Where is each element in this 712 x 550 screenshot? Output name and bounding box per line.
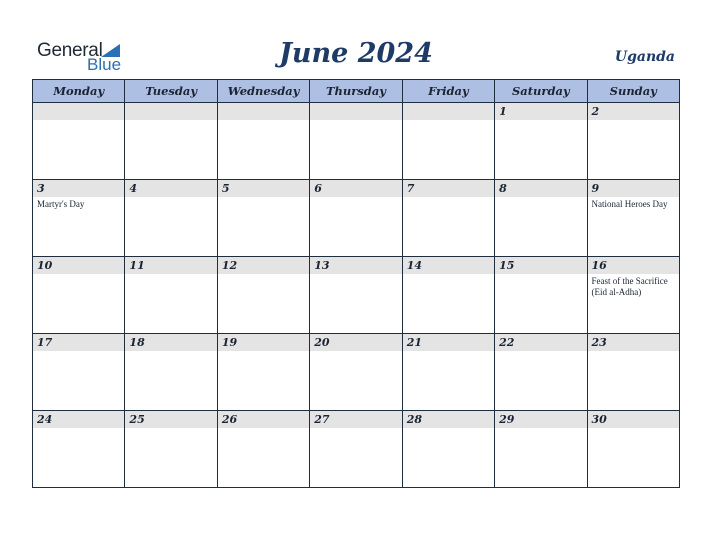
day-cell [587, 411, 679, 488]
day-header-band [403, 257, 494, 274]
holiday-label [403, 428, 494, 430]
holiday-label [495, 274, 586, 276]
holiday-label [588, 428, 679, 430]
day-cell [402, 103, 494, 180]
day-cell [310, 180, 402, 257]
calendar-grid [32, 79, 680, 488]
day-number: 5 [221, 182, 230, 195]
day-header-band [310, 103, 401, 120]
day-cell [125, 334, 217, 411]
day-header-band [33, 334, 124, 351]
weekday-header-row [33, 80, 680, 103]
holiday-label [33, 428, 124, 430]
holiday-label [403, 197, 494, 199]
holiday-label [588, 351, 679, 353]
day-cell [33, 334, 125, 411]
day-header-band [125, 257, 216, 274]
day-cell [33, 411, 125, 488]
day-number [125, 103, 216, 105]
day-cell [310, 411, 402, 488]
holiday-label [125, 120, 216, 122]
day-header-band [495, 334, 586, 351]
day-header-band [218, 334, 309, 351]
week-row [33, 334, 680, 411]
holiday-label [125, 351, 216, 353]
weekday-header: Wednesday [217, 80, 309, 103]
holiday-label [125, 428, 216, 430]
day-cell [33, 257, 125, 334]
day-header-band [218, 257, 309, 274]
day-header-band [495, 180, 586, 197]
day-number: 16 [591, 259, 607, 272]
day-cell [125, 180, 217, 257]
day-cell [125, 257, 217, 334]
day-cell [495, 180, 587, 257]
day-cell [495, 103, 587, 180]
holiday-label [588, 120, 679, 122]
day-header-band [310, 334, 401, 351]
day-cell [402, 257, 494, 334]
day-header-band [218, 180, 309, 197]
holiday-label [403, 351, 494, 353]
day-cell [33, 180, 125, 257]
holiday-label [495, 428, 586, 430]
day-header-band [495, 103, 586, 120]
holiday-label: Martyr's Day [37, 199, 85, 209]
day-number: 1 [499, 105, 507, 118]
week-row [33, 103, 680, 180]
day-header-band [588, 257, 679, 274]
day-header-band [310, 411, 401, 428]
holiday-label [218, 197, 309, 199]
holiday-label: National Heroes Day [591, 199, 668, 209]
day-header-band [403, 180, 494, 197]
day-number: 21 [406, 336, 422, 349]
day-number: 26 [221, 413, 238, 426]
day-cell [402, 334, 494, 411]
day-cell [217, 411, 309, 488]
day-number: 11 [129, 259, 145, 272]
holiday-label [218, 274, 309, 276]
holiday-label [33, 351, 124, 353]
day-number: 14 [406, 259, 422, 272]
day-header-band [588, 334, 679, 351]
holiday-label: Feast of the Sacrifice (Eid al-Adha) [591, 276, 668, 297]
day-header-band [310, 180, 401, 197]
holiday-label [125, 197, 216, 199]
day-header-band [33, 411, 124, 428]
day-cell [125, 103, 217, 180]
weekday-header: Thursday [310, 80, 402, 103]
day-header-band [588, 103, 679, 120]
day-number: 17 [37, 336, 53, 349]
day-number: 6 [314, 182, 322, 195]
day-header-band [403, 103, 494, 120]
day-header-band [588, 180, 679, 197]
day-number: 25 [129, 413, 145, 426]
day-cell [217, 334, 309, 411]
weekday-header: Monday [33, 80, 125, 103]
day-cell [310, 103, 402, 180]
day-number: 18 [129, 336, 145, 349]
day-cell [310, 334, 402, 411]
day-cell [495, 334, 587, 411]
day-cell [402, 180, 494, 257]
day-number: 23 [591, 336, 607, 349]
day-number: 4 [129, 182, 138, 195]
day-header-band [33, 257, 124, 274]
week-row [33, 411, 680, 488]
day-number: 13 [314, 259, 330, 272]
day-cell [125, 411, 217, 488]
holiday-label [495, 351, 586, 353]
week-row [33, 257, 680, 334]
day-header-band [218, 411, 309, 428]
country-label: Uganda [614, 49, 675, 65]
holiday-label [403, 274, 494, 276]
holiday-label [310, 428, 401, 430]
holiday-label [218, 120, 309, 122]
day-number: 27 [314, 413, 330, 426]
day-header-band [125, 334, 216, 351]
day-cell [587, 180, 679, 257]
day-number: 9 [591, 182, 600, 195]
day-header-band [495, 411, 586, 428]
day-header-band [495, 257, 586, 274]
day-number: 15 [499, 259, 515, 272]
holiday-label [218, 428, 309, 430]
day-number: 24 [37, 413, 53, 426]
day-header-band [125, 411, 216, 428]
calendar-title: June 2024 [279, 38, 433, 69]
day-header-band [403, 411, 494, 428]
day-number [218, 103, 309, 105]
day-header-band [125, 103, 216, 120]
day-cell [587, 334, 679, 411]
day-header-band [310, 257, 401, 274]
week-row [33, 180, 680, 257]
holiday-label [125, 274, 216, 276]
weekday-header: Sunday [587, 80, 679, 103]
weekday-header: Friday [402, 80, 494, 103]
holiday-label [33, 120, 124, 122]
day-cell [217, 180, 309, 257]
day-header-band [218, 103, 309, 120]
day-number: 28 [406, 413, 422, 426]
day-number: 30 [591, 413, 607, 426]
weekday-header: Saturday [495, 80, 587, 103]
day-number [403, 103, 494, 105]
day-header-band [125, 180, 216, 197]
day-number: 8 [499, 182, 507, 195]
day-cell [310, 257, 402, 334]
day-number: 22 [499, 336, 515, 349]
day-number: 3 [37, 182, 45, 195]
day-cell [495, 411, 587, 488]
holiday-label [495, 120, 586, 122]
holiday-label [310, 197, 401, 199]
day-header-band [588, 411, 679, 428]
day-number [310, 103, 401, 105]
day-header-band [33, 103, 124, 120]
day-number: 7 [406, 182, 415, 195]
logo-word-general: General [37, 40, 103, 61]
day-number: 12 [221, 259, 238, 272]
day-number [33, 103, 124, 105]
day-cell [587, 257, 679, 334]
holiday-label [310, 351, 401, 353]
holiday-label [310, 274, 401, 276]
day-number: 29 [499, 413, 515, 426]
day-cell [587, 103, 679, 180]
holiday-label [310, 120, 401, 122]
day-header-band [33, 180, 124, 197]
day-number: 19 [221, 336, 238, 349]
day-number: 20 [314, 336, 330, 349]
holiday-label [403, 120, 494, 122]
holiday-label [218, 351, 309, 353]
holiday-label [33, 274, 124, 276]
weekday-header: Tuesday [125, 80, 217, 103]
day-cell [33, 103, 125, 180]
day-number: 2 [591, 105, 600, 118]
day-cell [402, 411, 494, 488]
day-cell [217, 257, 309, 334]
holiday-label [495, 197, 586, 199]
day-cell [495, 257, 587, 334]
day-number: 10 [37, 259, 53, 272]
logo-word-blue: Blue [87, 55, 122, 74]
day-header-band [403, 334, 494, 351]
day-cell [217, 103, 309, 180]
